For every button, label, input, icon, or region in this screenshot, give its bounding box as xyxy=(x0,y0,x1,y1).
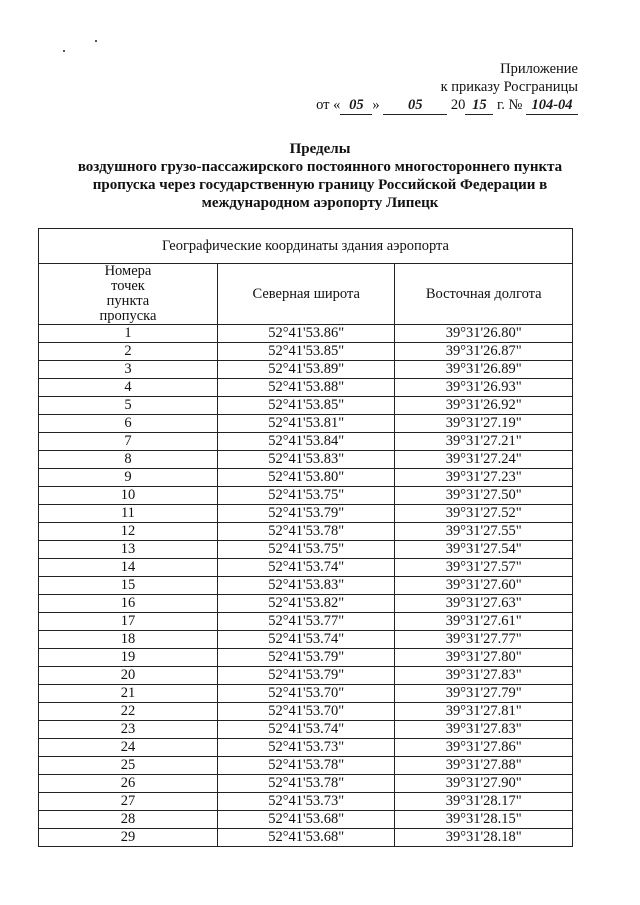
table-row xyxy=(39,469,573,487)
longitude-cell: 39°31'27.79" xyxy=(395,685,573,703)
longitude-cell: 39°31'27.23" xyxy=(395,469,573,487)
latitude-cell: 52°41'53.88" xyxy=(217,379,395,397)
latitude-cell: 52°41'53.79" xyxy=(217,649,395,667)
table-row xyxy=(39,703,573,721)
table-body xyxy=(39,325,573,847)
point-number-cell: 25 xyxy=(39,757,218,775)
table-row xyxy=(39,721,573,739)
document-title xyxy=(30,140,610,212)
handwritten-day: 05 xyxy=(340,96,372,115)
table-row xyxy=(39,739,573,757)
latitude-cell: 52°41'53.68" xyxy=(217,811,395,829)
point-number-cell: 10 xyxy=(39,487,218,505)
latitude-cell: 52°41'53.80" xyxy=(217,469,395,487)
table-row xyxy=(39,613,573,631)
appendix-title: Приложение xyxy=(500,61,578,77)
latitude-cell: 52°41'53.77" xyxy=(217,613,395,631)
latitude-cell: 52°41'53.70" xyxy=(217,703,395,721)
coordinates-table xyxy=(38,228,573,847)
table-row xyxy=(39,325,573,343)
longitude-cell: 39°31'27.77" xyxy=(395,631,573,649)
title-line-2: воздушного грузо-пассажирского постоянного многостороннего пункта xyxy=(77,159,563,175)
year-prefix: 20 xyxy=(450,97,466,113)
longitude-cell: 39°31'27.83" xyxy=(395,721,573,739)
table-row xyxy=(39,433,573,451)
latitude-cell: 52°41'53.73" xyxy=(217,739,395,757)
appendix-header xyxy=(316,60,578,115)
point-number-cell: 16 xyxy=(39,595,218,613)
latitude-cell: 52°41'53.73" xyxy=(217,793,395,811)
column-header-east-longitude: Восточная долгота xyxy=(395,264,573,325)
longitude-cell: 39°31'27.55" xyxy=(395,523,573,541)
point-number-cell: 2 xyxy=(39,343,218,361)
handwritten-order-number: 104-04 xyxy=(526,96,578,115)
point-number-cell: 24 xyxy=(39,739,218,757)
table-header-row xyxy=(39,264,573,325)
date-day-close: » xyxy=(372,97,380,113)
table-row xyxy=(39,523,573,541)
longitude-cell: 39°31'27.50" xyxy=(395,487,573,505)
point-number-cell: 27 xyxy=(39,793,218,811)
date-prefix: от « xyxy=(316,97,341,113)
longitude-cell: 39°31'28.17" xyxy=(395,793,573,811)
point-number-cell: 7 xyxy=(39,433,218,451)
point-number-cell: 22 xyxy=(39,703,218,721)
appendix-date-line xyxy=(316,96,578,115)
longitude-cell: 39°31'27.21" xyxy=(395,433,573,451)
point-number-cell: 1 xyxy=(39,325,218,343)
point-number-cell: 6 xyxy=(39,415,218,433)
point-number-cell: 18 xyxy=(39,631,218,649)
table-caption: Географические координаты здания аэропорта xyxy=(39,229,573,264)
column-header-point-number: Номера точек пункта пропуска xyxy=(39,264,218,325)
latitude-cell: 52°41'53.79" xyxy=(217,505,395,523)
table-row xyxy=(39,343,573,361)
column-header-north-latitude: Северная широта xyxy=(217,264,395,325)
table-row xyxy=(39,541,573,559)
table-row xyxy=(39,757,573,775)
longitude-cell: 39°31'27.52" xyxy=(395,505,573,523)
title-line-3: пропуска через государственную границу Российской Федерации в xyxy=(92,177,548,193)
title-line-4: международном аэропорту Липецк xyxy=(201,195,439,211)
longitude-cell: 39°31'27.88" xyxy=(395,757,573,775)
point-number-cell: 9 xyxy=(39,469,218,487)
table-row xyxy=(39,685,573,703)
point-number-cell: 8 xyxy=(39,451,218,469)
point-number-cell: 19 xyxy=(39,649,218,667)
point-number-cell: 15 xyxy=(39,577,218,595)
latitude-cell: 52°41'53.68" xyxy=(217,829,395,847)
latitude-cell: 52°41'53.85" xyxy=(217,397,395,415)
table-row xyxy=(39,649,573,667)
table-row xyxy=(39,361,573,379)
table-row xyxy=(39,829,573,847)
point-number-cell: 17 xyxy=(39,613,218,631)
longitude-cell: 39°31'27.81" xyxy=(395,703,573,721)
longitude-cell: 39°31'27.60" xyxy=(395,577,573,595)
point-number-cell: 4 xyxy=(39,379,218,397)
table-row xyxy=(39,397,573,415)
table-row xyxy=(39,415,573,433)
scan-speck xyxy=(63,50,65,52)
scan-speck xyxy=(95,40,97,42)
point-number-cell: 21 xyxy=(39,685,218,703)
point-number-cell: 20 xyxy=(39,667,218,685)
longitude-cell: 39°31'26.93" xyxy=(395,379,573,397)
latitude-cell: 52°41'53.83" xyxy=(217,451,395,469)
point-number-cell: 12 xyxy=(39,523,218,541)
latitude-cell: 52°41'53.74" xyxy=(217,631,395,649)
latitude-cell: 52°41'53.82" xyxy=(217,595,395,613)
table-row xyxy=(39,487,573,505)
title-line-1: Пределы xyxy=(289,141,351,157)
table-row xyxy=(39,595,573,613)
latitude-cell: 52°41'53.85" xyxy=(217,343,395,361)
longitude-cell: 39°31'27.83" xyxy=(395,667,573,685)
latitude-cell: 52°41'53.74" xyxy=(217,559,395,577)
longitude-cell: 39°31'27.24" xyxy=(395,451,573,469)
latitude-cell: 52°41'53.79" xyxy=(217,667,395,685)
latitude-cell: 52°41'53.83" xyxy=(217,577,395,595)
table-row xyxy=(39,505,573,523)
point-number-cell: 28 xyxy=(39,811,218,829)
longitude-cell: 39°31'26.92" xyxy=(395,397,573,415)
latitude-cell: 52°41'53.74" xyxy=(217,721,395,739)
longitude-cell: 39°31'27.63" xyxy=(395,595,573,613)
longitude-cell: 39°31'27.61" xyxy=(395,613,573,631)
latitude-cell: 52°41'53.86" xyxy=(217,325,395,343)
table-row xyxy=(39,559,573,577)
point-number-cell: 5 xyxy=(39,397,218,415)
latitude-cell: 52°41'53.81" xyxy=(217,415,395,433)
point-number-cell: 13 xyxy=(39,541,218,559)
table-row xyxy=(39,577,573,595)
latitude-cell: 52°41'53.84" xyxy=(217,433,395,451)
latitude-cell: 52°41'53.75" xyxy=(217,541,395,559)
longitude-cell: 39°31'26.89" xyxy=(395,361,573,379)
longitude-cell: 39°31'27.90" xyxy=(395,775,573,793)
table-row xyxy=(39,631,573,649)
point-number-cell: 3 xyxy=(39,361,218,379)
point-number-cell: 29 xyxy=(39,829,218,847)
table-row xyxy=(39,793,573,811)
latitude-cell: 52°41'53.78" xyxy=(217,775,395,793)
longitude-cell: 39°31'26.87" xyxy=(395,343,573,361)
table-row xyxy=(39,775,573,793)
point-number-cell: 14 xyxy=(39,559,218,577)
latitude-cell: 52°41'53.78" xyxy=(217,523,395,541)
handwritten-year: 15 xyxy=(465,96,493,115)
longitude-cell: 39°31'27.86" xyxy=(395,739,573,757)
longitude-cell: 39°31'26.80" xyxy=(395,325,573,343)
table-row xyxy=(39,379,573,397)
table-row xyxy=(39,667,573,685)
latitude-cell: 52°41'53.75" xyxy=(217,487,395,505)
longitude-cell: 39°31'27.19" xyxy=(395,415,573,433)
longitude-cell: 39°31'28.18" xyxy=(395,829,573,847)
longitude-cell: 39°31'28.15" xyxy=(395,811,573,829)
latitude-cell: 52°41'53.70" xyxy=(217,685,395,703)
longitude-cell: 39°31'27.80" xyxy=(395,649,573,667)
longitude-cell: 39°31'27.57" xyxy=(395,559,573,577)
table-row xyxy=(39,811,573,829)
latitude-cell: 52°41'53.89" xyxy=(217,361,395,379)
longitude-cell: 39°31'27.54" xyxy=(395,541,573,559)
order-number-label: г. № xyxy=(496,97,523,113)
handwritten-month: 05 xyxy=(383,96,447,115)
point-number-cell: 26 xyxy=(39,775,218,793)
latitude-cell: 52°41'53.78" xyxy=(217,757,395,775)
appendix-order-ref: к приказу Росграницы xyxy=(440,79,578,95)
table-row xyxy=(39,451,573,469)
point-number-cell: 23 xyxy=(39,721,218,739)
point-number-cell: 11 xyxy=(39,505,218,523)
